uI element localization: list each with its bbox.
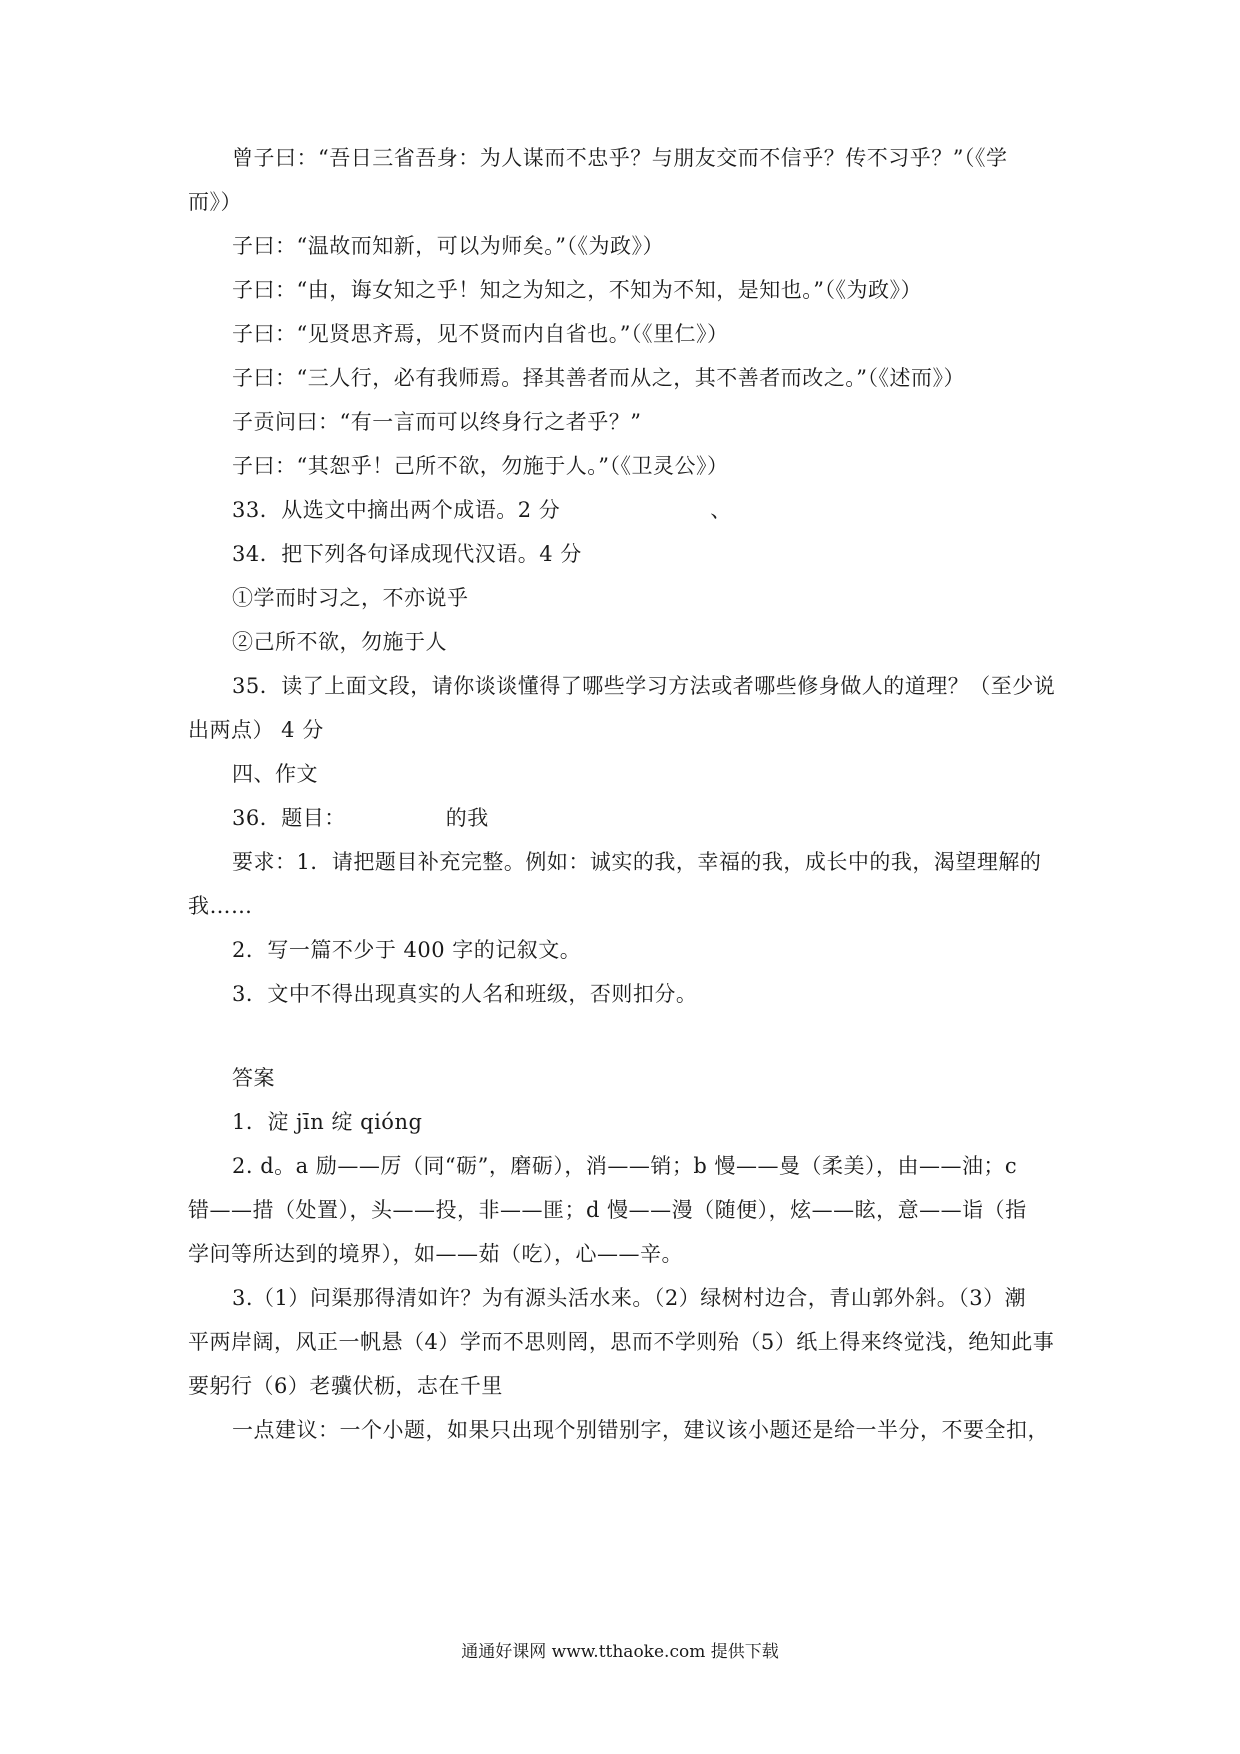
question-34-item-1: ①学而时习之，不亦说乎: [232, 586, 469, 610]
passage-line-5: 子曰：“三人行，必有我师焉。择其善者而从之，其不善者而改之。”（《述而》）: [232, 366, 965, 390]
essay-title: [232, 803, 489, 833]
answer-3-line-1: 3.（1）问渠那得清如许？为有源头活水来。（2）绿树村边合，青山郭外斜。（3）潮: [232, 1286, 1027, 1310]
passage-line-1-cont: 而》）: [188, 190, 242, 214]
question-33-text: 33．从选文中摘出两个成语。2 分: [232, 498, 561, 522]
answer-3-line-2: 平两岸阔，风正一帆悬（4）学而不思则罔，思而不学则殆（5）纸上得来终觉浅，绝知此事: [188, 1330, 1055, 1354]
passage-line-1: 曾子曰：“吾日三省吾身：为人谋而不忠乎？与朋友交而不信乎？传不习乎？”（《学: [232, 146, 1008, 170]
essay-requirement-3: 3．文中不得出现真实的人名和班级，否则扣分。: [232, 982, 698, 1006]
essay-requirement-1: 要求：1．请把题目补充完整。例如：诚实的我，幸福的我，成长中的我，渴望理解的: [232, 850, 1042, 874]
question-35-line-1: 35．读了上面文段，请你谈谈懂得了哪些学习方法或者哪些修身做人的道理？（至少说: [232, 674, 1056, 698]
question-35-line-2: 出两点） 4 分: [188, 718, 324, 742]
page-footer: 通通好课网 www.tthaoke.com 提供下载: [461, 1642, 779, 1662]
grading-tip: 一点建议：一个小题，如果只出现个别错别字，建议该小题还是给一半分，不要全扣，: [232, 1418, 1049, 1442]
essay-heading: 四、作文: [232, 762, 318, 786]
passage-line-4: 子曰：“见贤思齐焉，见不贤而内自省也。”（《里仁》）: [232, 322, 729, 346]
question-33-separator: 、: [710, 498, 732, 522]
essay-title-prefix: 36．题目：: [232, 806, 346, 830]
passage-line-3: 子曰：“由，诲女知之乎！知之为知之，不知为不知，是知也。”（《为政》）: [232, 278, 922, 302]
essay-title-suffix: 的我: [445, 806, 489, 830]
essay-requirement-1-cont: 我……: [188, 894, 253, 918]
answer-2-line-3: 学问等所达到的境界），如——茹（吃），心——辛。: [188, 1242, 683, 1266]
passage-line-6: 子贡问曰：“有一言而可以终身行之者乎？”: [232, 410, 642, 434]
essay-requirement-2: 2．写一篇不少于 400 字的记叙文。: [232, 938, 582, 962]
answers-heading: 答案: [232, 1066, 275, 1090]
answer-3-line-3: 要躬行（6）老骥伏枥，志在千里: [188, 1374, 503, 1398]
answer-2-line-1: 2. d。a 励——厉（同“砺”，磨砺），消——销；b 慢——曼（柔美），由——油；c: [232, 1154, 1018, 1178]
question-34-item-2: ②己所不欲，勿施于人: [232, 630, 447, 654]
question-33: [232, 495, 732, 525]
passage-line-7: 子曰：“其恕乎！己所不欲，勿施于人。”（《卫灵公》）: [232, 454, 729, 478]
question-34: 34．把下列各句译成现代汉语。4 分: [232, 542, 582, 566]
answer-1: 1．淀 jīn 绽 qióng: [232, 1110, 423, 1134]
passage-line-2: 子曰：“温故而知新，可以为师矣。”（《为政》）: [232, 234, 664, 258]
answer-2-line-2: 错——措（处置），头——投，非——匪；d 慢——漫（随便），炫——眩，意——诣（指: [188, 1198, 1027, 1222]
